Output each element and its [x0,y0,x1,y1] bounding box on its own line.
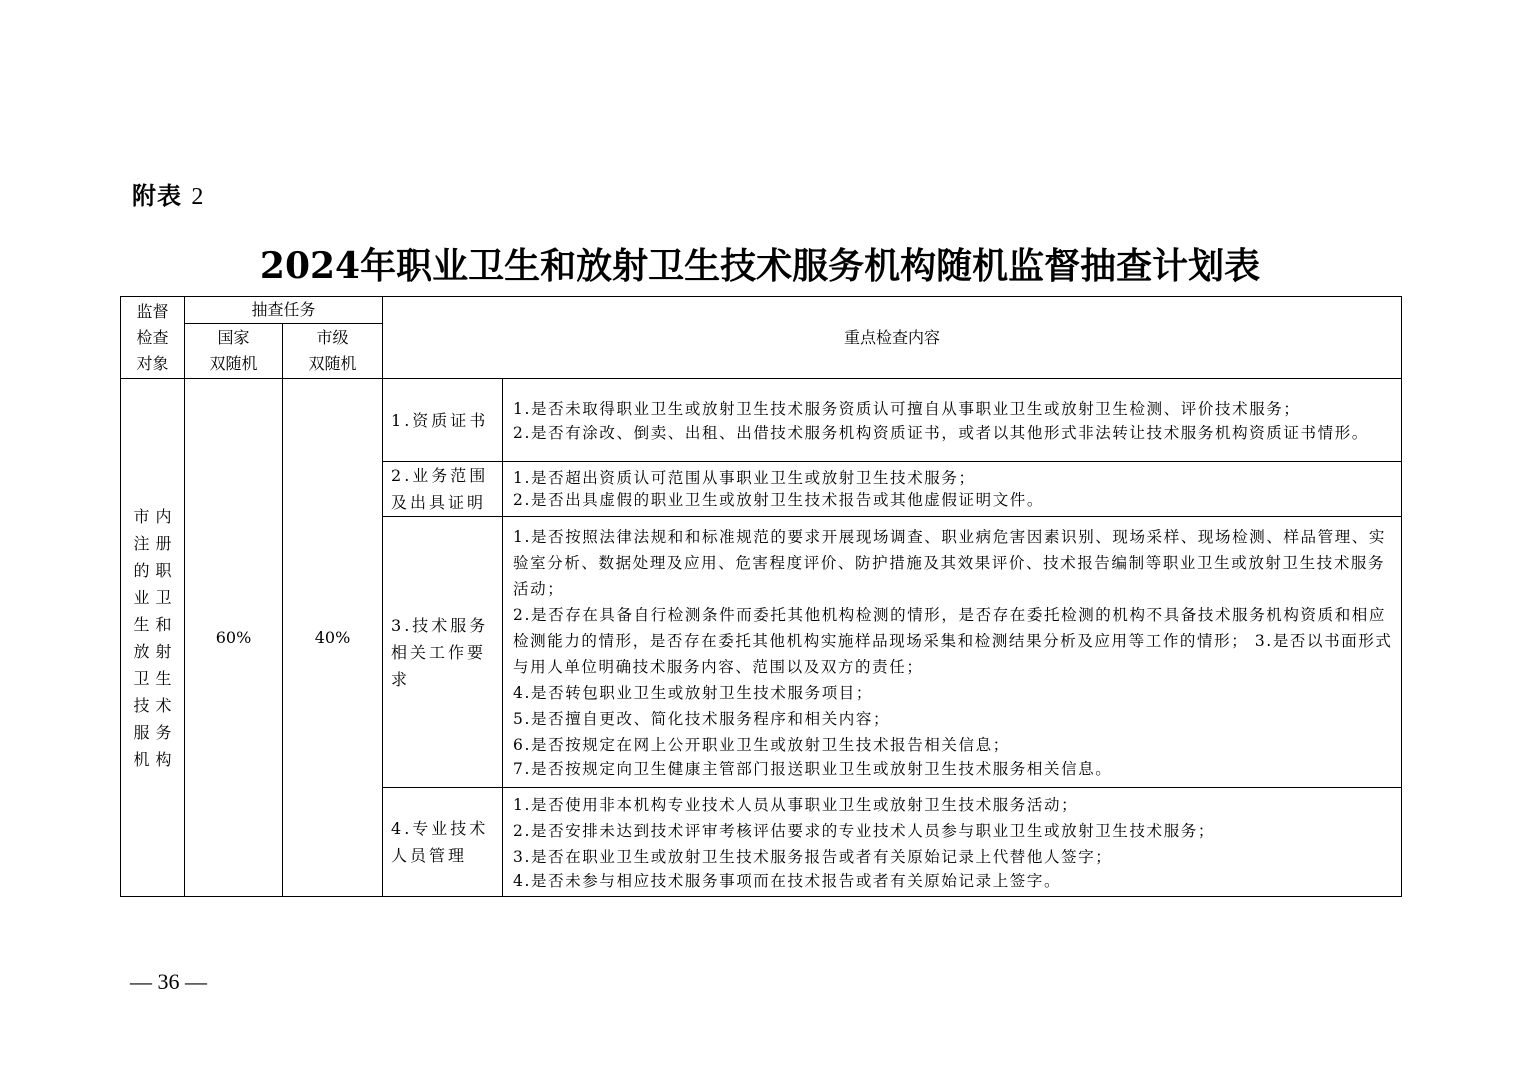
list-item: 2.是否安排未达到技术评审考核评估要求的专业技术人员参与职业卫生或放射卫生技术服务； [513,822,1216,840]
list-item: 2.是否出具虚假的职业卫生或放射卫生技术报告或其他虚假证明文件。 [513,491,1045,509]
list-item: 1.是否按照法律法规和和标准规范的要求开展现场调查、职业病危害因素识别、现场采样、现场检测、样品管理、实验室分析、数据处理及应用、危害程度评价、防护措施及其效果评价、技术报告编制等职业卫生或放射卫生技术服务活动； [513,528,1387,598]
list-item: 1.是否未取得职业卫生或放射卫生技术服务资质认可擅自从事职业卫生或放射卫生检测、评价技术服务； [513,400,1301,418]
list-item: 7.是否按规定向卫生健康主管部门报送职业卫生或放射卫生技术服务相关信息。 [513,760,1113,778]
list-item: 5.是否擅自更改、简化技术服务程序和相关内容； [513,710,891,728]
annex-number: 2 [191,184,205,210]
header-task-group: 抽查任务 [185,297,383,324]
object-name: 市内 注册 的职 业卫 生和 放射 卫生 技术 服务 机构 [121,379,185,897]
list-item: 4.是否转包职业卫生或放射卫生技术服务项目； [513,684,874,702]
category-cell: 1.资质证书 [383,379,503,462]
category-cell: 2.业务范围 及出具证明 [383,462,503,517]
items-cell [503,517,1402,788]
list-item: 2.是否有涂改、倒卖、出租、出借技术服务机构资质证书，或者以其他形式非法转让技术服务机构资质证书情形。 [513,424,1369,442]
annex-label [132,176,204,211]
annex-prefix: 附表 [132,182,182,210]
header-national: 国家 双随机 [185,324,283,379]
header-content: 重点检查内容 [383,297,1402,379]
items-cell [503,462,1402,517]
items-cell [503,788,1402,897]
list-item: 3.是否在职业卫生或放射卫生技术服务报告或者有关原始记录上代替他人签字； [513,848,1113,866]
category-cell: 4.专业技术 人员管理 [383,788,503,897]
inspection-plan-table [120,296,1402,897]
category-cell: 3.技术服务 相关工作要 求 [383,517,503,788]
city-ratio: 40% [283,379,383,897]
list-item: 2.是否存在具备自行检测条件而委托其他机构检测的情形，是否存在委托检测的机构不具备技术服务机构资质和相应检测能力的情形，是否存在委托其他机构实施样品现场采集和检测结果分析及应用等工作的情形； 3.是否以书面形式与用人单位明确技术服务内容、范围以及双方的责任； [513,606,1393,676]
items-cell [503,379,1402,462]
header-object: 监督 检查 对象 [121,297,185,379]
page-number: — 36 — [130,969,207,994]
header-city: 市级 双随机 [283,324,383,379]
list-item: 1.是否使用非本机构专业技术人员从事职业卫生或放射卫生技术服务活动； [513,796,1079,814]
list-item: 6.是否按规定在网上公开职业卫生或放射卫生技术报告相关信息； [513,736,1010,754]
national-ratio: 60% [185,379,283,897]
table-row [121,379,1402,462]
list-item: 1.是否超出资质认可范围从事职业卫生或放射卫生技术服务； [513,469,976,487]
document-title: 2024年职业卫生和放射卫生技术服务机构随机监督抽查计划表 [259,245,1261,287]
list-item: 4.是否未参与相应技术服务事项而在技术报告或者有关原始记录上签字。 [513,872,1062,890]
